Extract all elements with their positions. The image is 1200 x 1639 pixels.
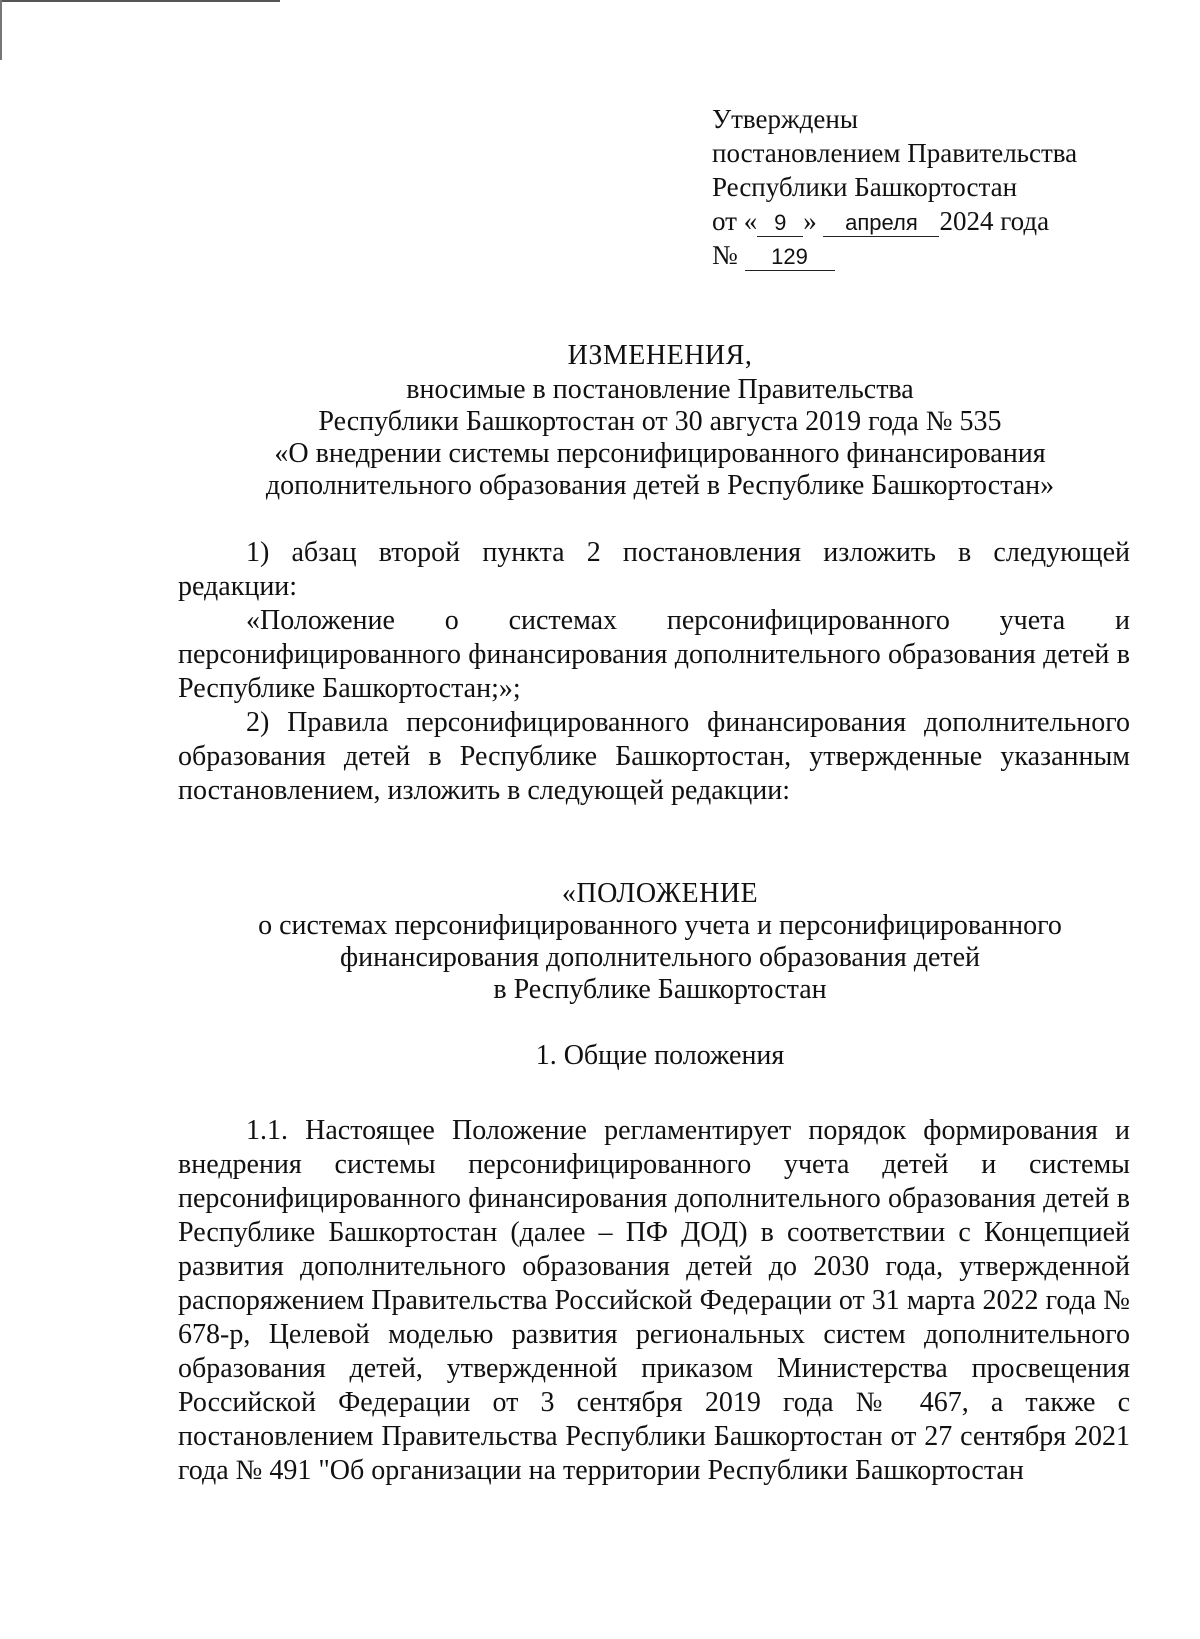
section-1-paragraph-1: 1.1. Настоящее Положение регламентирует порядок формирования и внедрения системы персонифицированного учета детей и системы персонифицированного финансирования дополнительного образования детей в Республике Башкортостан (далее – ПФ ДОД) в соответствии с Концепцией развития дополнительного образования детей до 2030 года, утвержденной распоряжением Правительства Российской Федерации от 31 марта 2022 года № 678-р, Целевой моделью развития региональных систем дополнительного образования детей, утвержденной приказом Министерства просвещения Российской Федерации от 3 сентября 2019 года № 467, а также с постановлением Правительства Республики Башкортостан от 27 сентября 2021 года № 491 "Об организации на территории Республики Башкортостан (178, 1115, 1130, 1486)
scan-edge-left (0, 0, 2, 60)
approval-number-line (712, 238, 1172, 272)
approval-date-day: 9 (757, 210, 803, 237)
regulation-title: «ПОЛОЖЕНИЕ (561, 878, 759, 909)
section-1-title: 1. Общие положения (535, 1040, 785, 1071)
changes-heading-line-2: вносимые в постановление Правительства (406, 374, 914, 405)
approval-number-prefix: № (712, 240, 738, 270)
regulation-heading-line-2: о системах персонифицированного учета и персонифицированного (258, 910, 1062, 941)
section-1-body (178, 1114, 1130, 1488)
approval-line-1: Утверждены (712, 104, 858, 134)
approval-date-prefix: от « (712, 206, 758, 236)
scan-edge-top (0, 0, 280, 2)
changes-heading-line-4: «О внедрении системы персонифицированного финансирования (274, 438, 1046, 469)
changes-heading-line-3: Республики Башкортостан от 30 августа 2019 года № 535 (318, 406, 1002, 437)
approval-date-line (712, 204, 1172, 238)
approval-date-mid: » (803, 206, 817, 236)
regulation-heading-line-3: финансирования дополнительного образования детей (339, 942, 981, 973)
changes-title: ИЗМЕНЕНИЯ, (567, 340, 753, 371)
changes-heading-line-5: дополнительного образования детей в Республике Башкортостан» (265, 470, 1055, 501)
regulation-heading-line-4: в Республике Башкортостан (493, 974, 827, 1005)
regulation-heading (180, 878, 1140, 1006)
approval-stamp-block (712, 102, 1172, 272)
change-item-1-quote: «Положение о системах персонифицированного учета и персонифицированного финансирования дополнительного образования детей в Республике Башкортостан;»; (178, 605, 1130, 704)
changes-list (178, 536, 1130, 808)
approval-number: 129 (745, 244, 835, 271)
change-item-2: 2) Правила персонифицированного финансирования дополнительного образования детей в Республике Башкортостан, утвержденные указанным постановлением, изложить в следующей редакции: (178, 707, 1130, 806)
approval-date-year: 2024 года (939, 206, 1050, 236)
change-item-1: 1) абзац второй пункта 2 постановления изложить в следующей редакции: (178, 537, 1130, 602)
approval-line-3: Республики Башкортостан (712, 172, 1018, 202)
approval-date-month: апреля (823, 210, 939, 237)
approval-line-2: постановлением Правительства (712, 138, 1078, 168)
changes-heading (180, 340, 1140, 502)
